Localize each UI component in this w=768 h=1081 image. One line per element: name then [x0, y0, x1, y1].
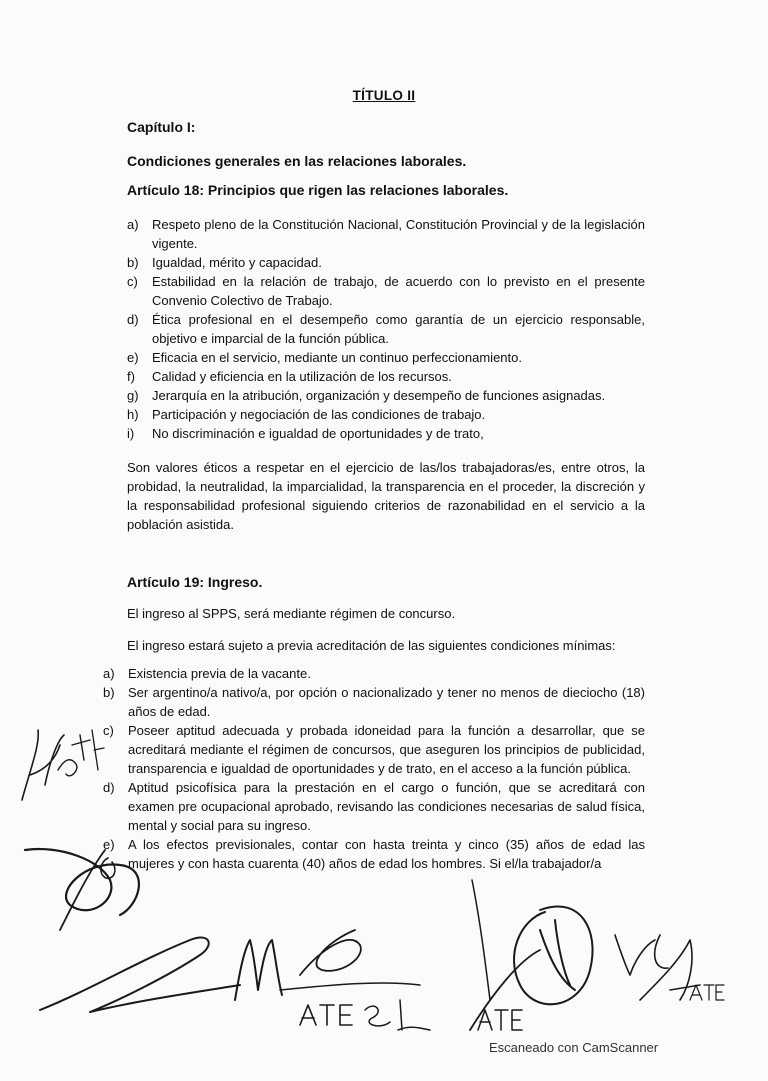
chapter-label: Capítulo I:: [127, 119, 196, 135]
article-19-list-item-marker: b): [103, 685, 115, 700]
article-18-list-item-text: Participación y negociación de las condiciones de trabajo.: [152, 407, 486, 422]
article-19-list-item: [103, 683, 645, 721]
article-18-list-item-text: No discriminación e igualdad de oportunidades y de trato,: [152, 426, 484, 441]
article-19-list-item-text: Existencia previa de la vacante.: [128, 666, 311, 681]
article-19-list-item-marker: a): [103, 666, 115, 681]
article-19-list-item-text: A los efectos previsionales, contar con hasta treinta y cinco (35) años de edad las mujeres y con hasta cuarenta (40) años de edad los hombres. Si el/la trabajador/a: [128, 837, 645, 871]
scanner-watermark: Escaneado con CamScanner: [489, 1040, 659, 1055]
article-19-heading: Artículo 19: Ingreso.: [127, 574, 263, 590]
article-19-list-item-text: Ser argentino/a nativo/a, por opción o nacionalizado y tener no menos de dieciocho (18) años de edad.: [128, 685, 645, 719]
article-19-list-item-marker: d): [103, 780, 115, 795]
article-18-heading: Artículo 18: Principios que rigen las relaciones laborales.: [127, 182, 509, 198]
article-19-list-item-marker: c): [103, 723, 114, 738]
article-18-list-item-marker: d): [127, 312, 139, 327]
article-18-list-item: [127, 215, 645, 253]
article-18-list-item-text: Estabilidad en la relación de trabajo, de acuerdo con lo previsto en el presente Convenio Colectivo de Trabajo.: [152, 274, 645, 308]
article-18-list-item: [127, 253, 645, 272]
article-18-list-item: [127, 272, 645, 310]
article-18-list-item-marker: c): [127, 274, 138, 289]
article-18-list: [127, 215, 645, 443]
article-18-list-item: [127, 405, 645, 424]
article-19-para-2: El ingreso estará sujeto a previa acreditación de las siguientes condiciones mínimas:: [127, 638, 616, 653]
article-19-list-item: [103, 721, 645, 778]
article-18-list-item: [127, 310, 645, 348]
article-19-list-item-marker: e): [103, 837, 115, 852]
article-19-list-item: [103, 664, 645, 683]
article-18-list-item-marker: f): [127, 369, 135, 384]
document-title: TÍTULO II: [352, 88, 416, 103]
article-18-list-item: [127, 386, 645, 405]
article-19-list: [103, 664, 645, 873]
article-18-list-item-marker: g): [127, 388, 139, 403]
article-19-list-item: [103, 778, 645, 835]
article-18-list-item: [127, 367, 645, 386]
article-19-list-item-text: Poseer aptitud adecuada y probada idoneidad para la función a desarrollar, que se acreditará mediante el régimen de concursos, que aseguren los principios de publicidad, transparencia e igualdad de oportunidades y de trato, en el acceso a la función pública.: [128, 723, 645, 776]
article-18-list-item-marker: i): [127, 426, 135, 441]
chapter-heading: Condiciones generales en las relaciones laborales.: [127, 153, 467, 169]
article-19-list-item: [103, 835, 645, 873]
article-18-closing: Son valores éticos a respetar en el ejercicio de las/los trabajadoras/es, entre otros, la probidad, la neutralidad, la imparcialidad, la transparencia en el proceder, la discreción y la responsabilidad profesional siguiendo criterios de razonabilidad en el servicio a la población asistida.: [127, 460, 645, 532]
article-19-para-1: El ingreso al SPPS, será mediante régimen de concurso.: [127, 606, 456, 621]
article-18-list-item: [127, 348, 645, 367]
article-18-list-item: [127, 424, 645, 443]
article-18-list-item-text: Calidad y eficiencia en la utilización de los recursos.: [152, 369, 452, 384]
article-18-list-item-text: Eficacia en el servicio, mediante un continuo perfeccionamiento.: [152, 350, 522, 365]
article-18-list-item-marker: b): [127, 255, 139, 270]
article-18-list-item-text: Ética profesional en el desempeño como garantía de un ejercicio responsable, objetivo e imparcial de la función pública.: [152, 312, 645, 346]
article-18-list-item-marker: h): [127, 407, 139, 422]
article-18-list-item-marker: a): [127, 217, 139, 232]
article-19-list-item-text: Aptitud psicofísica para la prestación en el cargo o función, que se acreditará con examen pre ocupacional aprobado, revisando las condiciones necesarias de salud física, mental y social para su ingreso.: [128, 780, 645, 833]
article-18-list-item-text: Jerarquía en la atribución, organización y desempeño de funciones asignadas.: [152, 388, 606, 403]
article-18-list-item-text: Respeto pleno de la Constitución Nacional, Constitución Provincial y de la legislación vigente.: [152, 217, 645, 251]
article-18-list-item-text: Igualdad, mérito y capacidad.: [152, 255, 322, 270]
article-18-list-item-marker: e): [127, 350, 139, 365]
